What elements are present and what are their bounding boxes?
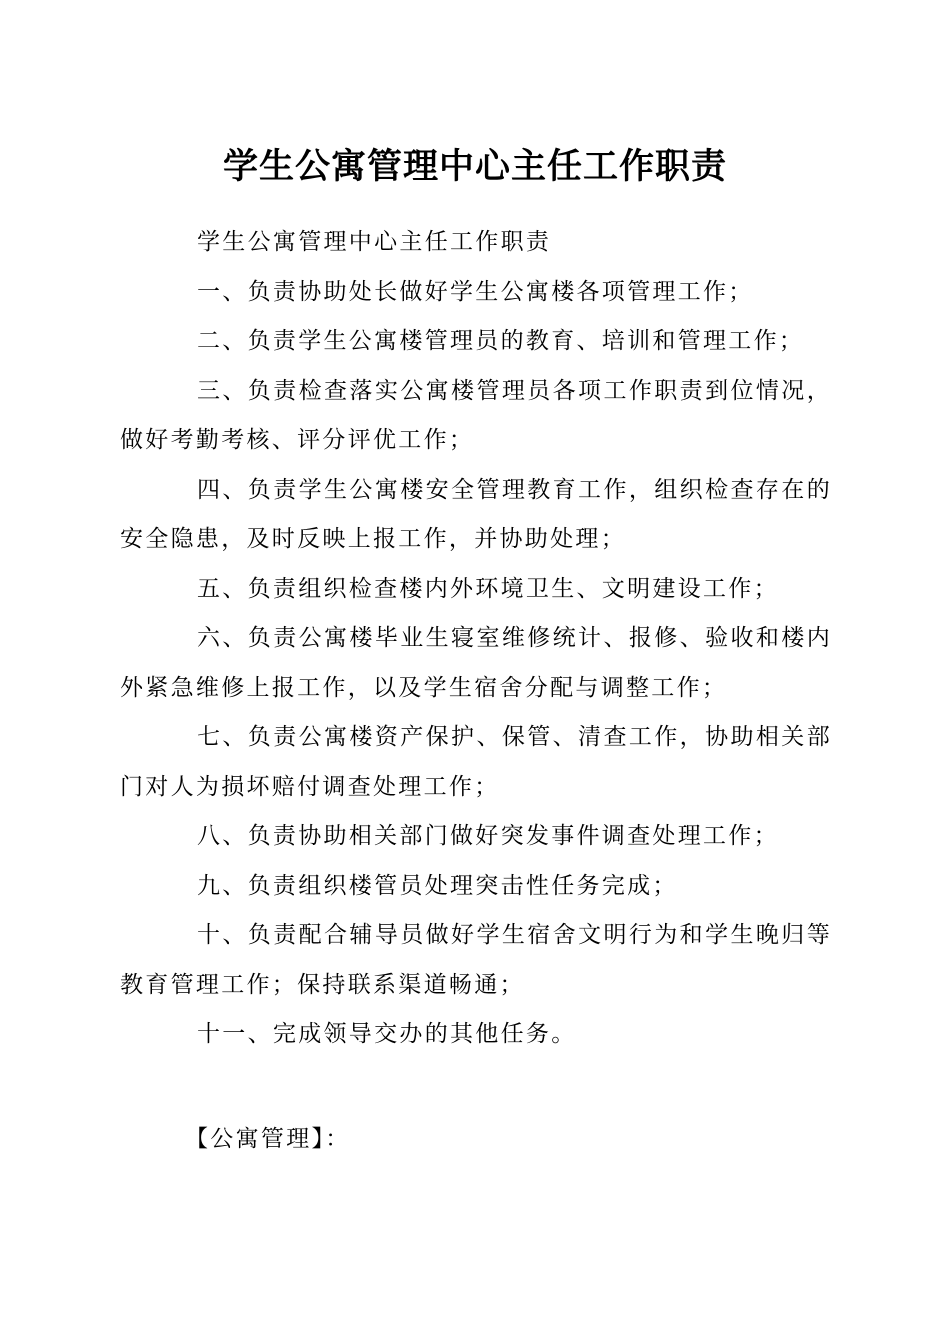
- paragraph-item-9: 九、负责组织楼管员处理突击性任务完成；: [197, 872, 678, 899]
- paragraph-item-4: 四、负责学生公寓楼安全管理教育工作，组织检查存在的安全隐患，及时反映上报工作，并协助处理；: [120, 476, 832, 552]
- paragraph-item-2: 二、负责学生公寓楼管理员的教育、培训和管理工作；: [197, 328, 805, 354]
- paragraph-item-11: 十一、完成领导交办的其他任务。: [197, 1021, 577, 1047]
- paragraph-item-3: 三、负责检查落实公寓楼管理员各项工作职责到位情况，做好考勤考核、评分评优工作；: [120, 377, 832, 453]
- paragraph-item-8: 八、负责协助相关部门做好突发事件调查处理工作；: [197, 823, 779, 849]
- paragraph-item-10: 十、负责配合辅导员做好学生宿舍文明行为和学生晚归等教育管理工作；保持联系渠道畅通；: [120, 922, 832, 998]
- paragraph-item-1: 一、负责协助处长做好学生公寓楼各项管理工作；: [197, 278, 754, 305]
- document-body: [120, 218, 832, 1060]
- paragraph-item-6: 六、负责公寓楼毕业生寝室维修统计、报修、验收和楼内外紧急维修上报工作，以及学生宿舍分配与调整工作；: [120, 625, 832, 701]
- document-title: 学生公寓管理中心主任工作职责: [222, 146, 727, 187]
- section-label: 【公寓管理】：: [185, 1126, 351, 1152]
- paragraph-item-7: 七、负责公寓楼资产保护、保管、清查工作，协助相关部门对人为损坏赔付调查处理工作；: [120, 724, 832, 800]
- paragraph-heading: 学生公寓管理中心主任工作职责: [197, 229, 552, 255]
- paragraph-item-5: 五、负责组织检查楼内外环境卫生、文明建设工作；: [197, 575, 779, 602]
